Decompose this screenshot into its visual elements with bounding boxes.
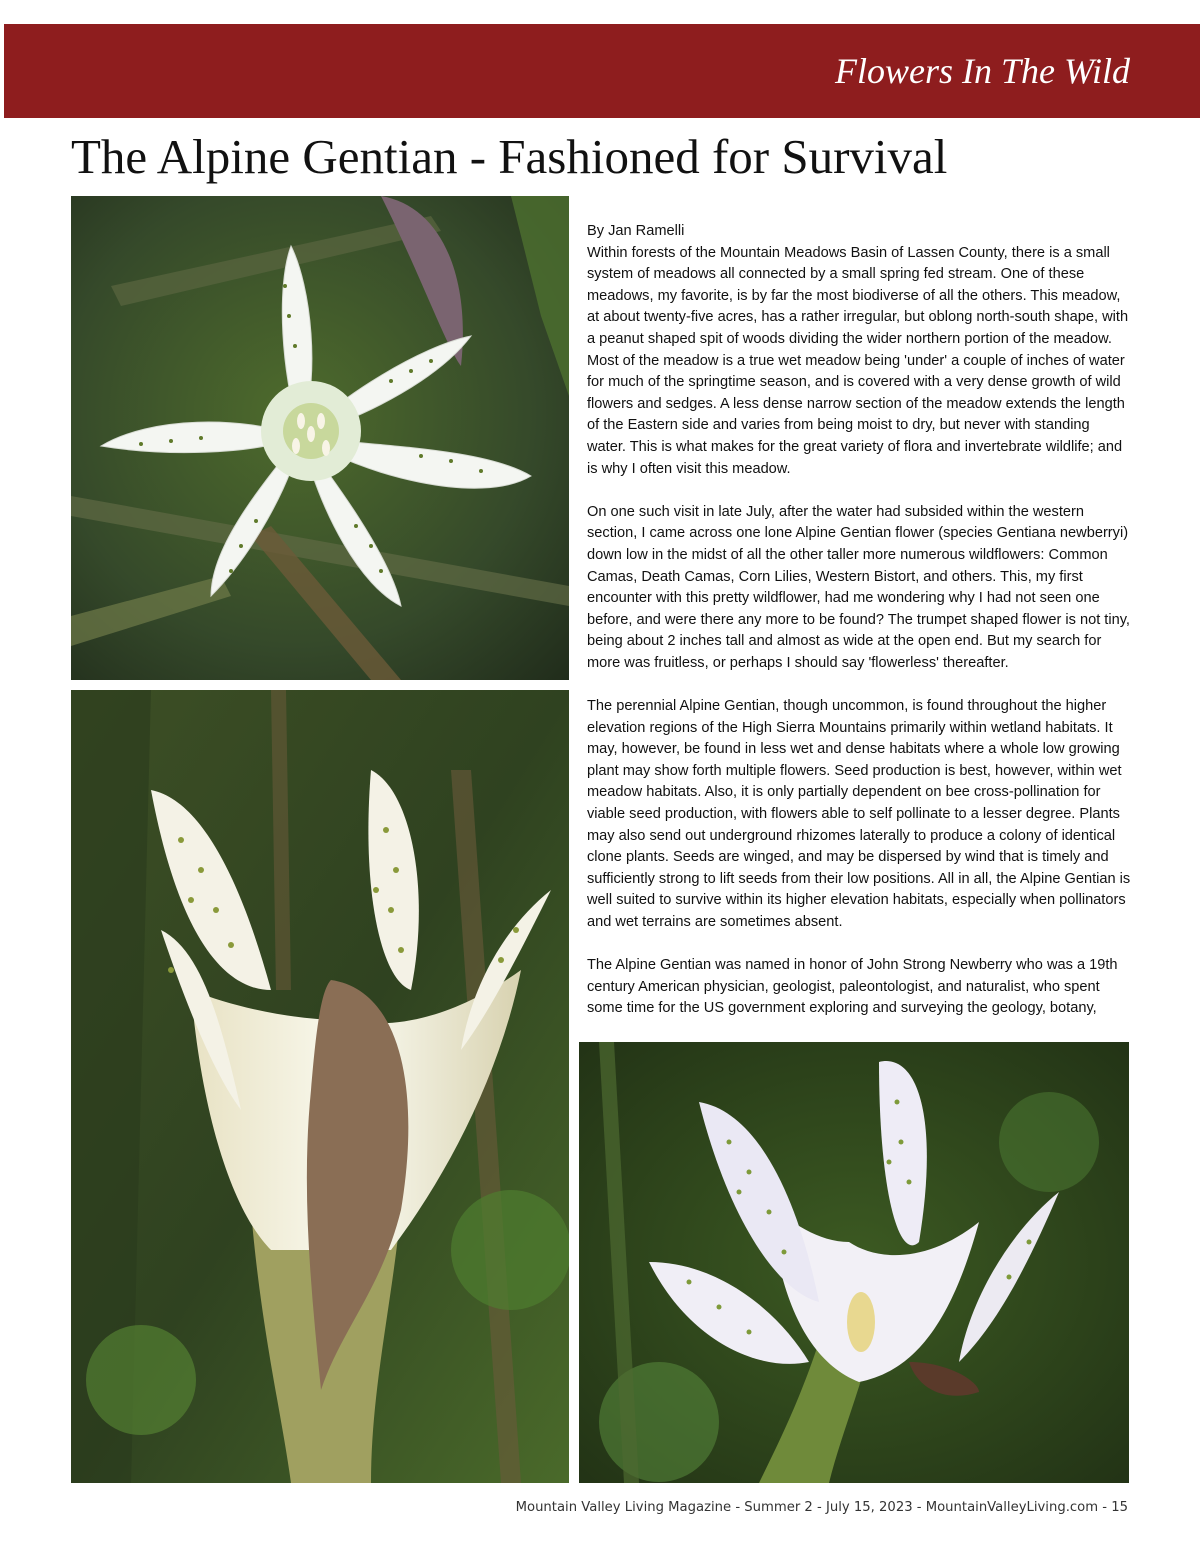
article-paragraph: The Alpine Gentian was named in honor of John Strong Newberry who was a 19th century American physician, geologist, paleontologist, and naturalist, who spent some time for the US government exploring and surveying the geology, botany, [587, 957, 1118, 1017]
article-byline: By Jan Ramelli [587, 223, 685, 239]
article-paragraph: Within forests of the Mountain Meadows Basin of Lassen County, there is a small system of meadows all connected by a small spring fed stream. One of these meadows, my favorite, is by far the most biodiverse of all the others. This meadow, at about twenty-five acres, has a rather irregular, but oblong north-south shape, with a peanut shaped spit of woods dividing the wider northern portion of the meadow. Most of the meadow is a true wet meadow being 'under' a couple of inches of water for much of the springtime season, and is covered with a very dense growth of wild flowers and sedges. A less dense narrow section of the meadow extends the length of the Eastern side and varies from being moist to dry, but never with standing water. This is what makes for the great variety of flora and invertebrate wildlife; and is why I often visit this meadow. [587, 244, 1129, 477]
article-body [587, 221, 1132, 1042]
page-footer: Mountain Valley Living Magazine - Summer 2 - July 15, 2023 - MountainValleyLiving.com - 15 [515, 1500, 1128, 1515]
article-headline: The Alpine Gentian - Fashioned for Survival [71, 129, 948, 184]
gentian-photo-side [71, 690, 569, 1483]
gentian-photo-bottom [579, 1042, 1129, 1483]
article-paragraph: The perennial Alpine Gentian, though uncommon, is found throughout the higher elevation regions of the High Sierra Mountains primarily within wetland habitats. It may, however, be found in less wet and dense habitats where a whole low growing plant may show forth multiple flowers. Seed production is best, however, within wet meadow habitats. Also, it is only partially dependent on bee cross-pollination for viable seed production, with flowers able to self pollinate to a lesser degree. Plants may also send out underground rhizomes laterally to produce a colony of identical clone plants. Seeds are winged, and may be dispersed by wind that is timely and sufficiently strong to lift seeds from their low positions. All in all, the Alpine Gentian is well suited to survive within its higher elevation habitats, especially when pollinators and wet terrains are sometimes absent. [587, 698, 1131, 930]
article-paragraph: On one such visit in late July, after the water had subsided within the western section, I came across one lone Alpine Gentian flower (species Gentiana newberryi) down low in the midst of all the other taller more numerous wildflowers: Common Camas, Death Camas, Corn Lilies, Western Bistort, and others. This, my first encounter with this pretty wildflower, had me wondering why I had not seen one before, and were there any more to be found? The trumpet shaped flower is not tiny, being about 2 inches tall and almost as wide at the open end. But my search for more was fruitless, or perhaps I should say 'flowerless' thereafter. [587, 503, 1130, 671]
gentian-photo-top [71, 196, 569, 680]
section-title: Flowers In The Wild [835, 51, 1130, 91]
header-banner [4, 24, 1200, 118]
